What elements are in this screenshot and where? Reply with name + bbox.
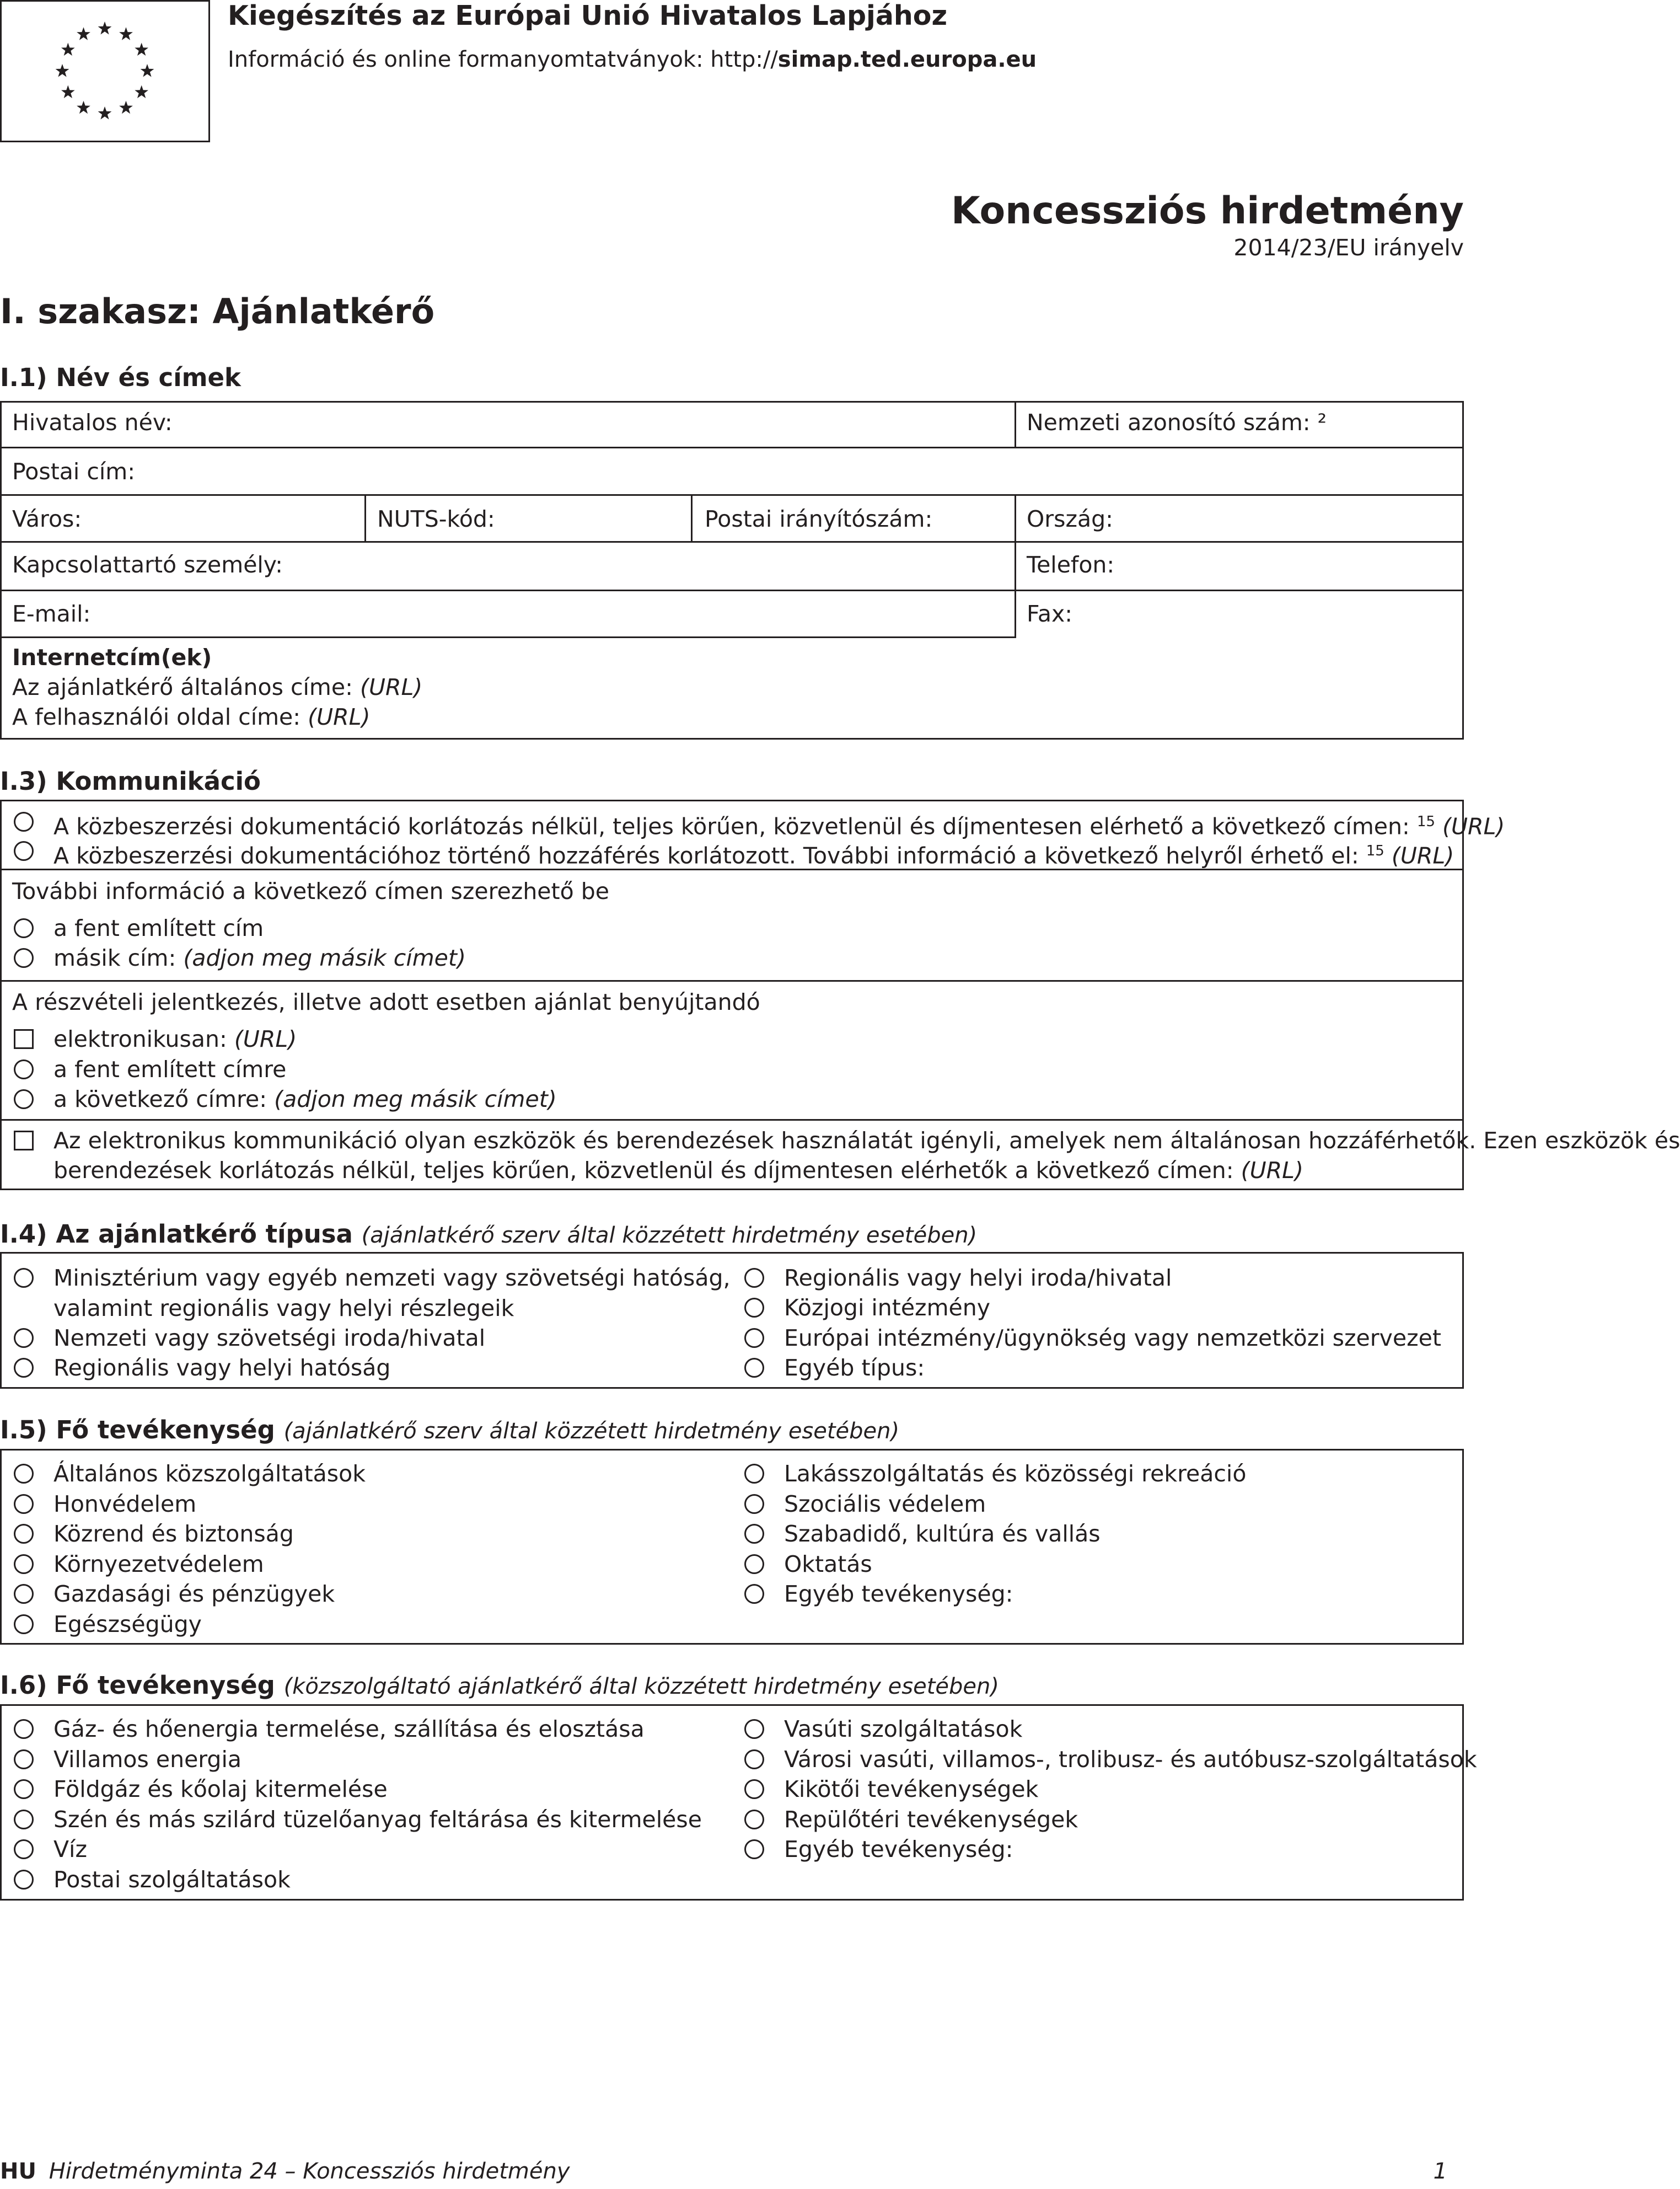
star-icon: [135, 43, 148, 56]
checkbox-icon[interactable]: [14, 1029, 34, 1049]
radio-icon[interactable]: [744, 1719, 764, 1739]
s15-left-option-label: Környezetvédelem: [53, 1550, 264, 1577]
profile-address-field[interactable]: A felhasználói oldal címe: (URL): [12, 704, 371, 730]
star-icon: [98, 22, 112, 35]
submit-heading: A részvételi jelentkezés, illetve adott esetben ajánlat benyújtandó: [12, 989, 760, 1015]
s15-right-option-label: Szociális védelem: [784, 1490, 986, 1517]
s15-right-option-label: Egyéb tevékenység:: [784, 1581, 1013, 1607]
eu-stars-icon: [2, 2, 208, 141]
radio-icon[interactable]: [744, 1328, 764, 1348]
radio-icon[interactable]: [14, 1810, 34, 1829]
radio-icon[interactable]: [14, 1464, 34, 1484]
electronic-tools-line2: berendezések korlátozás nélkül, teljes körűen, közvetlenül és díjmentesen elérhetők a következő címen: (URL): [53, 1157, 1303, 1184]
radio-icon[interactable]: [14, 1870, 34, 1890]
radio-icon[interactable]: [14, 1839, 34, 1859]
radio-icon[interactable]: [14, 812, 34, 832]
radio-icon[interactable]: [14, 1059, 34, 1079]
radio-icon[interactable]: [744, 1749, 764, 1769]
s16-left-option-label: Földgáz és kőolaj kitermelése: [53, 1776, 388, 1802]
nuts-field[interactable]: NUTS-kód:: [377, 506, 495, 532]
s14-ministry-line2: valamint regionális vagy helyi részlegeik: [53, 1295, 514, 1321]
phone-field[interactable]: Telefon:: [1027, 552, 1115, 578]
s15-left-option-label: Közrend és biztonság: [53, 1521, 294, 1547]
radio-icon[interactable]: [744, 1298, 764, 1318]
radio-icon[interactable]: [744, 1268, 764, 1288]
checkbox-icon[interactable]: [14, 1131, 34, 1150]
s16-right-option-label: Egyéb tevékenység:: [784, 1836, 1013, 1862]
radio-icon[interactable]: [744, 1779, 764, 1799]
star-icon: [119, 27, 133, 40]
radio-icon[interactable]: [14, 1749, 34, 1769]
radio-icon[interactable]: [14, 918, 34, 938]
star-icon: [77, 101, 90, 114]
contact-person-field[interactable]: Kapcsolattartó személy:: [12, 552, 283, 578]
radio-icon[interactable]: [14, 1494, 34, 1514]
s16-left-option-label: Szén és más szilárd tüzelőanyag feltárása és kitermelése: [53, 1806, 702, 1833]
city-field[interactable]: Város:: [12, 506, 82, 532]
email-field[interactable]: E-mail:: [12, 601, 91, 627]
postal-address-field[interactable]: Postai cím:: [12, 458, 136, 485]
s16-left-option-label: Villamos energia: [53, 1746, 241, 1773]
radio-icon[interactable]: [14, 1584, 34, 1604]
radio-icon[interactable]: [744, 1810, 764, 1829]
s15-right-option-label: Oktatás: [784, 1550, 872, 1577]
doc-title: Koncessziós hirdetmény: [951, 189, 1464, 233]
s16-right-option-label: Városi vasúti, villamos-, trolibusz- és autóbusz-szolgáltatások: [784, 1746, 1477, 1773]
header-info-link[interactable]: simap.ted.europa.eu: [777, 47, 1037, 72]
official-name-field[interactable]: Hivatalos név:: [12, 409, 173, 436]
s16-right-option-label: Kikötői tevékenységek: [784, 1776, 1039, 1802]
star-icon: [56, 64, 69, 77]
footer-lang: HU: [0, 2159, 36, 2184]
internet-heading: Internetcím(ek): [12, 644, 212, 671]
s15-left-option-label: Egészségügy: [53, 1610, 202, 1637]
header-info: Információ és online formanyomtatványok: http://simap.ted.europa.eu: [228, 47, 1037, 72]
radio-icon[interactable]: [14, 1358, 34, 1378]
radio-icon[interactable]: [14, 1719, 34, 1739]
s16-right-option-label: Vasúti szolgáltatások: [784, 1716, 1023, 1742]
radio-icon[interactable]: [14, 1089, 34, 1109]
s14-heading: I.4) Az ajánlatkérő típusa (ajánlatkérő szerv által közzétett hirdetmény esetében): [0, 1219, 978, 1249]
radio-icon[interactable]: [14, 1268, 34, 1288]
s15-right-option-label: Lakásszolgáltatás és közösségi rekreáció: [784, 1460, 1247, 1487]
header-title: Kiegészítés az Európai Unió Hivatalos Lapjához: [228, 0, 947, 31]
star-icon: [135, 85, 148, 99]
doc-subtitle: 2014/23/EU irányelv: [1233, 234, 1464, 261]
radio-icon[interactable]: [14, 841, 34, 861]
s11-heading: I.1) Név és címek: [0, 363, 241, 392]
radio-icon[interactable]: [744, 1554, 764, 1574]
general-address-field[interactable]: Az ajánlatkérő általános címe: (URL): [12, 674, 423, 700]
s15-left-option-label: Honvédelem: [53, 1490, 197, 1517]
s16-heading: I.6) Fő tevékenység (közszolgáltató ajánlatkérő által közzétett hirdetmény esetében): [0, 1671, 999, 1700]
radio-icon[interactable]: [14, 1524, 34, 1544]
s16-right-option-label: Repülőtéri tevékenységek: [784, 1806, 1078, 1833]
more-info-heading: További információ a következő címen szerezhető be: [12, 878, 609, 904]
s16-left-option-label: Postai szolgáltatások: [53, 1866, 291, 1893]
national-id-field[interactable]: Nemzeti azonosító szám: ²: [1027, 409, 1327, 436]
star-icon: [61, 43, 75, 56]
radio-icon[interactable]: [14, 1554, 34, 1574]
star-icon: [61, 85, 75, 99]
radio-icon[interactable]: [14, 948, 34, 968]
radio-icon[interactable]: [744, 1494, 764, 1514]
fax-field[interactable]: Fax:: [1027, 601, 1073, 627]
radio-icon[interactable]: [744, 1584, 764, 1604]
s15-heading: I.5) Fő tevékenység (ajánlatkérő szerv által közzétett hirdetmény esetében): [0, 1415, 900, 1444]
footer: [0, 2158, 570, 2185]
radio-icon[interactable]: [744, 1524, 764, 1544]
radio-icon[interactable]: [14, 1779, 34, 1799]
s15-left-option-label: Gazdasági és pénzügyek: [53, 1581, 335, 1607]
radio-icon[interactable]: [14, 1614, 34, 1634]
footer-form: Hirdetményminta 24 – Koncessziós hirdetmény: [49, 2159, 570, 2184]
s15-right-option-label: Szabadidő, kultúra és vallás: [784, 1521, 1101, 1547]
s16-left-option-label: Gáz- és hőenergia termelése, szállítása és elosztása: [53, 1716, 645, 1742]
star-icon: [141, 64, 154, 77]
footer-page-number: 1: [1433, 2159, 1447, 2184]
s15-left-option-label: Általános közszolgáltatások: [53, 1460, 366, 1487]
section-title: I. szakasz: Ajánlatkérő: [0, 291, 435, 331]
star-icon: [98, 106, 112, 120]
star-icon: [77, 27, 90, 40]
postal-code-field[interactable]: Postai irányítószám:: [705, 506, 933, 532]
s13-heading: I.3) Kommunikáció: [0, 767, 261, 796]
radio-icon[interactable]: [744, 1839, 764, 1859]
radio-icon[interactable]: [744, 1358, 764, 1378]
radio-icon[interactable]: [14, 1328, 34, 1348]
country-field[interactable]: Ország:: [1027, 506, 1113, 532]
s16-left-option-label: Víz: [53, 1836, 87, 1862]
radio-icon[interactable]: [744, 1464, 764, 1484]
star-icon: [119, 101, 133, 114]
eu-flag-logo: [0, 0, 210, 142]
